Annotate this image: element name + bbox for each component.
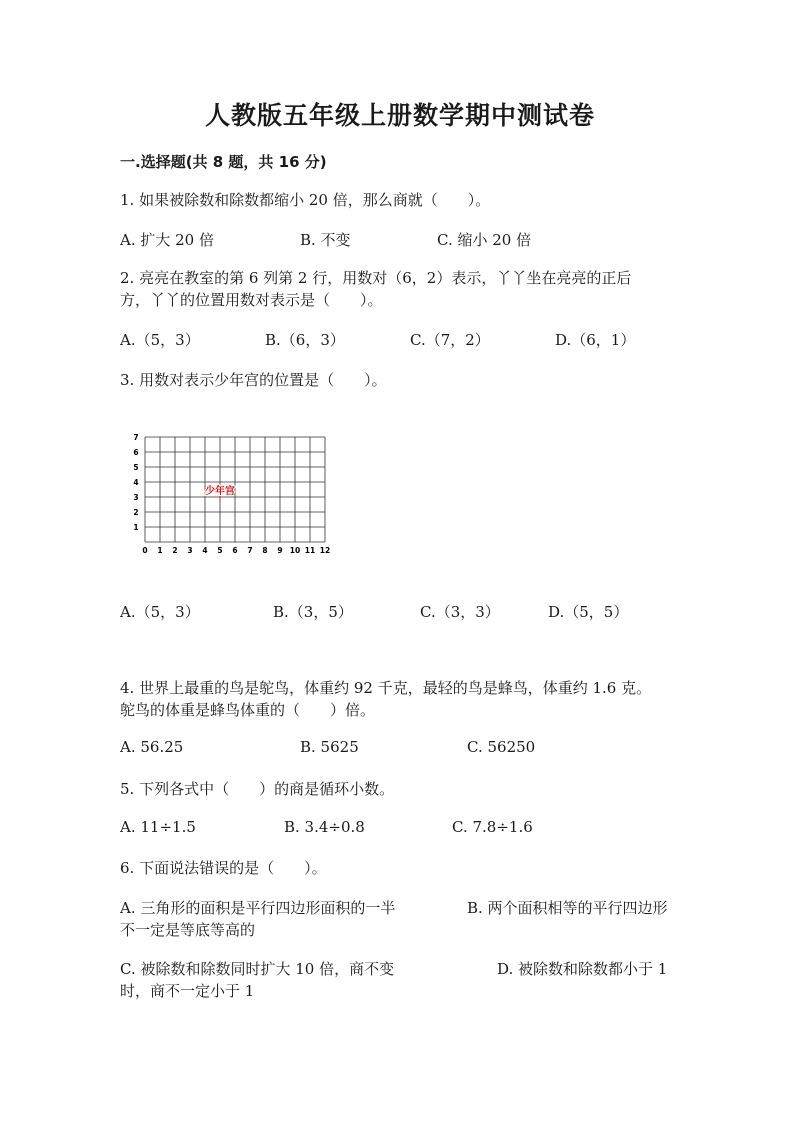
question-2-option-d: D.（6，1） <box>555 331 636 349</box>
question-4-option-b: B. 5625 <box>300 738 359 756</box>
page-title: 人教版五年级上册数学期中测试卷 <box>204 101 595 130</box>
x-axis-tick-labels <box>142 546 330 555</box>
question-3-option-b: B.（3，5） <box>273 603 353 621</box>
x-tick-label: 10 <box>289 546 301 555</box>
y-tick-label: 7 <box>133 433 139 442</box>
question-4-option-a: A. 56.25 <box>120 738 184 756</box>
y-axis-tick-labels <box>133 433 138 532</box>
question-6-option-a: A. 三角形的面积是平行四边形面积的一半 <box>120 899 396 917</box>
x-tick-label: 11 <box>304 546 316 555</box>
y-tick-label: 1 <box>133 523 139 532</box>
question-6-option-c: C. 被除数和除数同时扩大 10 倍，商不变 <box>120 960 395 978</box>
question-6-option-d-continued: 时，商不一定小于 1 <box>120 982 255 1000</box>
grid-lines <box>145 437 325 542</box>
x-tick-label: 8 <box>262 546 268 555</box>
question-3-option-c: C.（3，3） <box>420 603 500 621</box>
y-tick-label: 4 <box>133 478 139 487</box>
question-3-option-d: D.（5，5） <box>548 603 629 621</box>
coordinate-grid-figure <box>120 420 340 560</box>
question-4-stem-line1: 4. 世界上最重的鸟是鸵鸟，体重约 92 千克，最轻的鸟是蜂鸟，体重约 1.6 克。 <box>120 679 652 697</box>
x-tick-label: 9 <box>277 546 283 555</box>
x-tick-label: 2 <box>172 546 178 555</box>
question-5-stem: 5. 下列各式中（ ）的商是循环小数。 <box>120 780 395 798</box>
question-5-option-b: B. 3.4÷0.8 <box>284 818 365 836</box>
question-2-stem-line1: 2. 亮亮在教室的第 6 列第 2 行，用数对（6，2）表示，丫丫坐在亮亮的正后 <box>120 269 632 287</box>
question-6-stem: 6. 下面说法错误的是（ ）。 <box>120 859 327 877</box>
question-5-option-c: C. 7.8÷1.6 <box>452 818 533 836</box>
question-3-stem: 3. 用数对表示少年宫的位置是（ ）。 <box>120 371 387 389</box>
question-1-option-a: A. 扩大 20 倍 <box>120 231 214 249</box>
question-1-stem: 1. 如果被除数和除数都缩小 20 倍，那么商就（ ）。 <box>120 191 491 209</box>
question-2-option-b: B.（6，3） <box>265 331 345 349</box>
x-tick-label: 0 <box>142 546 148 555</box>
question-4-stem-line2: 鸵鸟的体重是蜂鸟体重的（ ）倍。 <box>120 701 376 719</box>
question-6-option-b-continued: 不一定是等底等高的 <box>120 921 256 939</box>
section-heading: 一.选择题(共 8 题，共 16 分) <box>120 153 327 171</box>
question-4-option-c: C. 56250 <box>467 738 536 756</box>
question-2-option-c: C.（7，2） <box>410 331 490 349</box>
question-2-stem-line2: 方，丫丫的位置用数对表示是（ ）。 <box>120 291 383 309</box>
x-tick-label: 3 <box>187 546 193 555</box>
y-tick-label: 5 <box>133 463 139 472</box>
y-tick-label: 6 <box>133 448 139 457</box>
x-tick-label: 7 <box>247 546 253 555</box>
question-6-option-d: D. 被除数和除数都小于 1 <box>497 960 668 978</box>
question-1-option-c: C. 缩小 20 倍 <box>437 231 532 249</box>
question-6-option-b: B. 两个面积相等的平行四边形 <box>467 899 668 917</box>
question-3-option-a: A.（5，3） <box>120 603 200 621</box>
question-5-option-a: A. 11÷1.5 <box>120 818 196 836</box>
x-tick-label: 12 <box>319 546 331 555</box>
y-tick-label: 2 <box>133 508 139 517</box>
question-2-option-a: A.（5，3） <box>120 331 200 349</box>
y-tick-label: 3 <box>133 493 139 502</box>
x-tick-label: 4 <box>202 546 208 555</box>
x-tick-label: 1 <box>157 546 163 555</box>
x-tick-label: 5 <box>217 546 223 555</box>
youth-palace-label: 少年宫 <box>205 486 235 497</box>
question-1-option-b: B. 不变 <box>300 231 351 249</box>
x-tick-label: 6 <box>232 546 238 555</box>
